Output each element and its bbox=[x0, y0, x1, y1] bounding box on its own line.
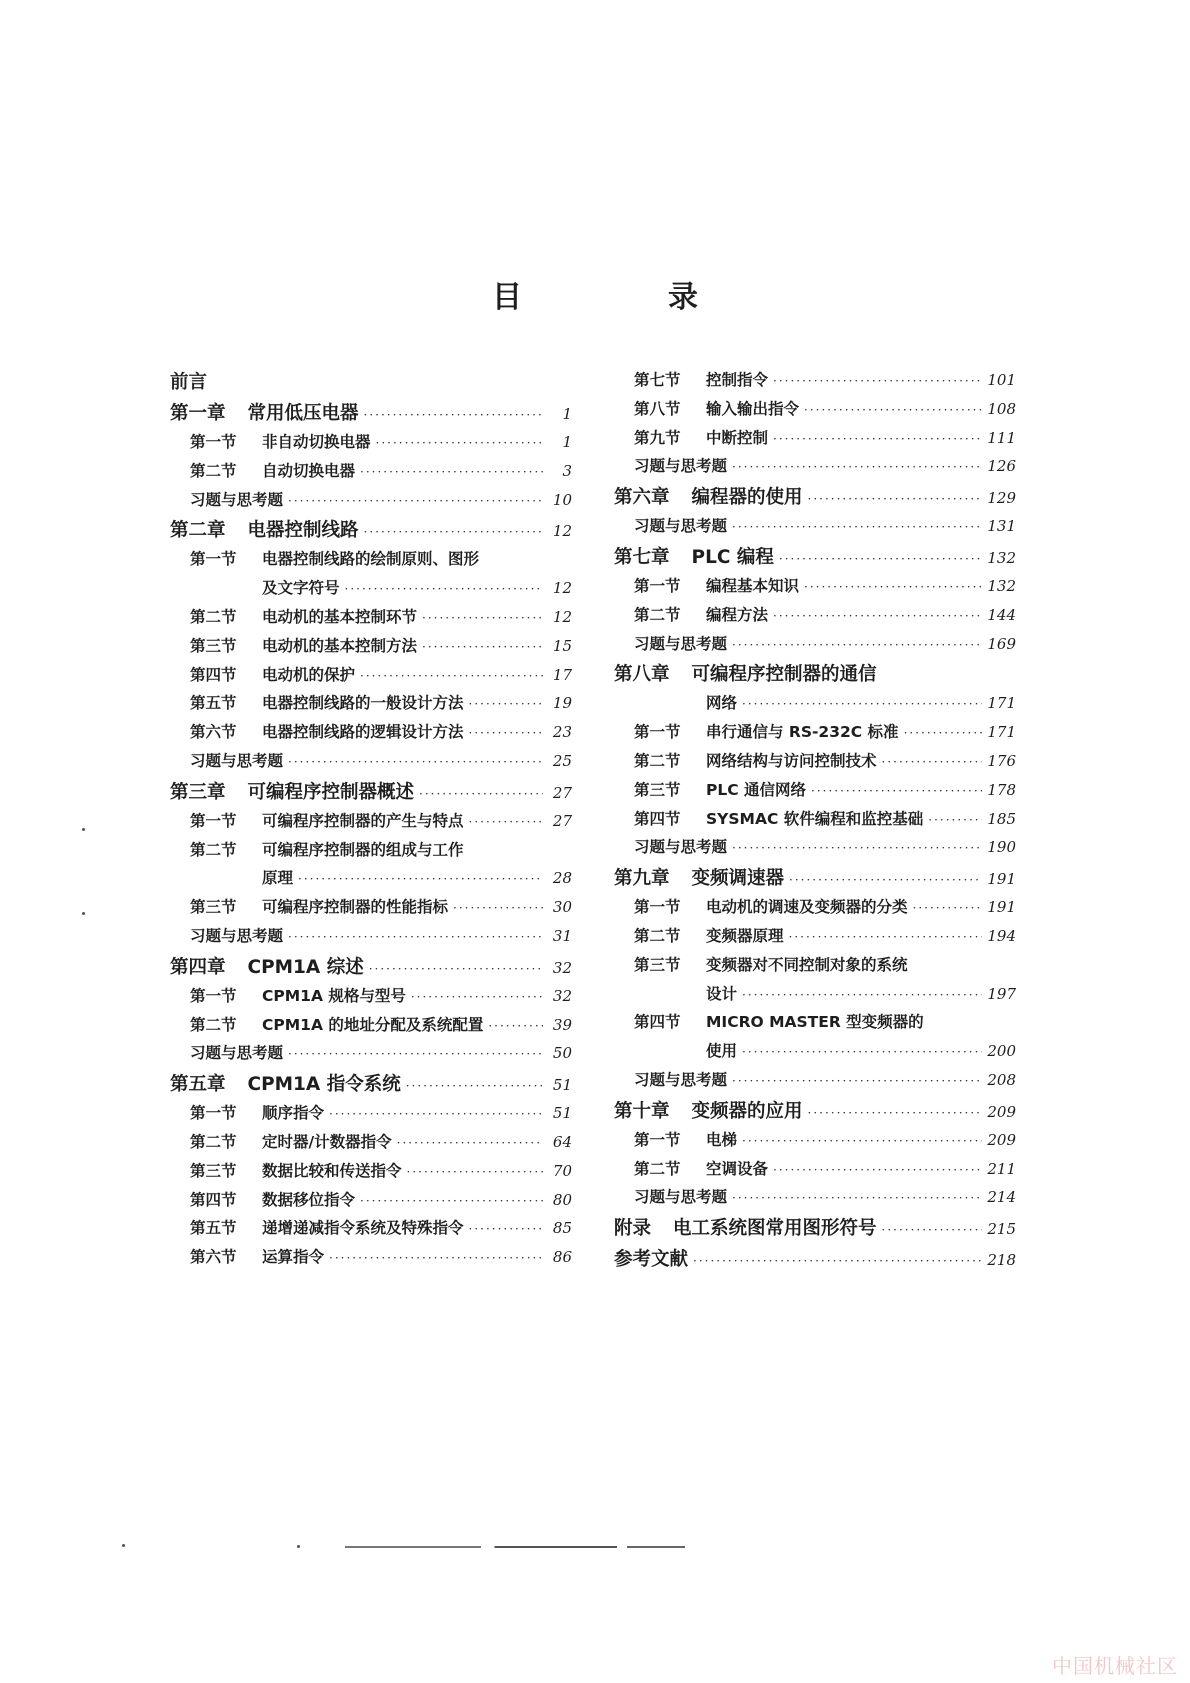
toc-entry-number: 第四章 bbox=[170, 956, 226, 978]
toc-entry-title: 电工系统图常用图形符号 bbox=[673, 1218, 877, 1240]
dot-leader bbox=[364, 525, 543, 539]
toc-entry-title: 可编程序控制器的通信 bbox=[691, 664, 877, 686]
watermark: 中国机械社区 bbox=[1052, 1654, 1178, 1678]
toc-entry-cont[interactable] bbox=[170, 576, 572, 605]
toc-entry-section[interactable] bbox=[170, 1245, 572, 1274]
toc-entry-title: 习题与思考题 bbox=[634, 1070, 728, 1089]
toc-entry-number: 第二节 bbox=[634, 605, 681, 624]
dot-leader bbox=[422, 611, 543, 625]
toc-entry-chapter[interactable] bbox=[170, 778, 572, 809]
toc-entry-title: 编程基本知识 bbox=[706, 576, 800, 595]
toc-entry-exercise[interactable] bbox=[614, 1185, 1016, 1214]
toc-entry-title: CPM1A 综述 bbox=[247, 956, 364, 978]
dot-leader bbox=[360, 669, 543, 683]
toc-page-number: 178 bbox=[987, 780, 1016, 799]
toc-entry-title: CPM1A 的地址分配及系统配置 bbox=[262, 1015, 484, 1034]
toc-entry-title: 习题与思考题 bbox=[634, 1188, 728, 1207]
toc-page-number: 176 bbox=[987, 751, 1016, 770]
toc-entry-number: 第二节 bbox=[190, 461, 237, 480]
toc-entry-title: 网络 bbox=[706, 694, 738, 713]
toc-page-number: 197 bbox=[987, 984, 1016, 1003]
dot-leader bbox=[773, 1163, 982, 1177]
toc-entry-title: 习题与思考题 bbox=[190, 751, 284, 770]
toc-page-number: 39 bbox=[552, 1015, 572, 1034]
toc-entry-section[interactable] bbox=[614, 953, 1016, 982]
toc-page-number: 1 bbox=[562, 405, 572, 423]
toc-entry-section[interactable] bbox=[614, 778, 1016, 807]
toc-page-number: 200 bbox=[987, 1042, 1016, 1061]
dot-leader bbox=[773, 432, 982, 446]
toc-entry-number: 第六节 bbox=[190, 723, 237, 742]
toc-page-number: 191 bbox=[987, 898, 1016, 917]
toc-entry-number: 第七章 bbox=[614, 546, 670, 568]
dot-leader bbox=[808, 1106, 983, 1120]
toc-entry-number: 第三章 bbox=[170, 781, 226, 803]
toc-entry-title: 习题与思考题 bbox=[634, 838, 728, 857]
toc-entry-number: 第六章 bbox=[614, 487, 670, 509]
dot-leader bbox=[693, 1254, 982, 1268]
dot-leader bbox=[732, 841, 982, 855]
toc-page-number: 51 bbox=[552, 1076, 572, 1095]
toc-entry-chapter[interactable] bbox=[614, 1097, 1016, 1128]
toc-entry-misc[interactable] bbox=[614, 1214, 1016, 1245]
dot-leader bbox=[469, 1222, 543, 1236]
toc-page-number: 51 bbox=[552, 1104, 572, 1123]
toc-entry-number: 第二节 bbox=[634, 926, 681, 945]
dot-leader bbox=[742, 697, 982, 711]
toc-entry-title: 电动机的调速及变频器的分类 bbox=[706, 898, 908, 917]
toc-entry-section[interactable] bbox=[170, 1159, 572, 1188]
toc-entry-number: 第二章 bbox=[170, 520, 226, 542]
toc-page-number: 211 bbox=[987, 1159, 1016, 1178]
toc-entry-misc[interactable] bbox=[170, 368, 572, 399]
dot-leader bbox=[422, 640, 543, 654]
toc-entry-title: 可编程序控制器的组成与工作 bbox=[262, 840, 464, 859]
toc-entry-title: 编程方法 bbox=[706, 605, 769, 624]
toc-page-number: 17 bbox=[552, 665, 572, 684]
dot-leader bbox=[732, 1191, 982, 1205]
toc-entry-exercise[interactable] bbox=[614, 454, 1016, 483]
dot-leader bbox=[406, 1079, 543, 1093]
toc-entry-title: 常用低压电器 bbox=[247, 403, 359, 424]
toc-entry-title: 变频器的应用 bbox=[691, 1100, 803, 1122]
toc-page-number: 208 bbox=[987, 1070, 1016, 1089]
toc-entry-title: 前言 bbox=[170, 372, 208, 393]
toc-entry-number: 第一节 bbox=[634, 723, 681, 742]
toc-page-number: 64 bbox=[552, 1132, 572, 1151]
toc-entry-section[interactable] bbox=[170, 430, 572, 459]
toc-entry-number: 第一章 bbox=[170, 403, 226, 424]
toc-page-number: 214 bbox=[987, 1188, 1016, 1207]
toc-entry-title: 输入输出指令 bbox=[706, 399, 800, 418]
toc-page-number: 23 bbox=[552, 723, 572, 742]
toc-entry-section[interactable] bbox=[170, 547, 572, 576]
toc-page-number: 169 bbox=[987, 634, 1016, 653]
toc-entry-number: 第三节 bbox=[190, 1161, 237, 1180]
toc-entry-title: 串行通信与 RS-232C 标准 bbox=[706, 723, 899, 742]
toc-entry-exercise[interactable] bbox=[614, 632, 1016, 661]
toc-left-column bbox=[170, 368, 572, 1274]
toc-entry-title: CPM1A 规格与型号 bbox=[262, 986, 406, 1005]
toc-page-number: 10 bbox=[552, 490, 572, 509]
toc-entry-number: 第二节 bbox=[634, 1159, 681, 1178]
toc-entry-title: 中断控制 bbox=[706, 428, 769, 447]
toc-entry-section[interactable] bbox=[170, 605, 572, 634]
toc-entry-title: PLC 编程 bbox=[691, 546, 774, 568]
toc-page-number: 12 bbox=[552, 522, 572, 541]
dot-leader bbox=[804, 580, 982, 594]
toc-page-number: 1 bbox=[562, 433, 572, 451]
toc-entry-number: 附录 bbox=[614, 1218, 652, 1240]
toc-entry-number: 第二节 bbox=[190, 1132, 237, 1151]
toc-page-number: 27 bbox=[552, 811, 572, 830]
toc-entry-section[interactable] bbox=[170, 984, 572, 1013]
toc-entry-number: 第六节 bbox=[190, 1248, 237, 1267]
toc-entry-title: 习题与思考题 bbox=[190, 490, 284, 509]
dot-leader bbox=[742, 1134, 982, 1148]
toc-entry-exercise[interactable] bbox=[170, 924, 572, 953]
toc-entry-title: 网络结构与访问控制技术 bbox=[706, 751, 877, 770]
scan-line-artifact bbox=[345, 1546, 685, 1548]
toc-entry-misc[interactable] bbox=[614, 1245, 1016, 1276]
dot-leader bbox=[397, 1136, 543, 1150]
toc-page-number: 191 bbox=[987, 870, 1016, 889]
toc-entry-number: 第一节 bbox=[190, 986, 237, 1005]
toc-entry-number: 第三节 bbox=[190, 898, 237, 917]
toc-entry-cont[interactable] bbox=[614, 982, 1016, 1011]
toc-entry-section[interactable] bbox=[170, 459, 572, 488]
dot-leader bbox=[469, 815, 543, 829]
dot-leader bbox=[913, 901, 983, 915]
toc-entry-number: 第三节 bbox=[634, 780, 681, 799]
toc-entry-number: 第四节 bbox=[190, 1190, 237, 1209]
toc-entry-number: 第三节 bbox=[634, 955, 681, 974]
toc-entry-title: CPM1A 指令系统 bbox=[247, 1074, 401, 1096]
toc-entry-title: 原理 bbox=[262, 869, 294, 888]
toc-entry-title: PLC 通信网络 bbox=[706, 780, 807, 799]
scan-speck bbox=[82, 912, 85, 915]
dot-leader bbox=[732, 1074, 982, 1088]
toc-entry-exercise[interactable] bbox=[614, 835, 1016, 864]
dot-leader bbox=[904, 726, 983, 740]
toc-entry-number: 第二节 bbox=[190, 1015, 237, 1034]
toc-entry-section[interactable] bbox=[614, 895, 1016, 924]
toc-entry-title: SYSMAC 软件编程和监控基础 bbox=[706, 809, 924, 828]
dot-leader bbox=[804, 403, 982, 417]
toc-entry-number: 第一节 bbox=[634, 576, 681, 595]
toc-entry-number: 第一节 bbox=[190, 550, 237, 569]
toc-page-number: 30 bbox=[552, 898, 572, 917]
toc-page-number: 129 bbox=[987, 489, 1016, 508]
toc-page-number: 144 bbox=[987, 605, 1016, 624]
toc-entry-section[interactable] bbox=[170, 663, 572, 692]
toc-entry-number: 第四节 bbox=[634, 1013, 681, 1032]
toc-entry-section[interactable] bbox=[614, 574, 1016, 603]
dot-leader bbox=[369, 962, 543, 976]
toc-page-number: 32 bbox=[552, 958, 572, 977]
scan-speck bbox=[122, 1544, 125, 1547]
toc-page-number: 25 bbox=[552, 751, 572, 770]
dot-leader bbox=[789, 930, 983, 944]
dot-leader bbox=[732, 638, 982, 652]
toc-page-number: 80 bbox=[552, 1190, 572, 1209]
dot-leader bbox=[789, 873, 982, 887]
toc-entry-title: 电动机的基本控制环节 bbox=[262, 607, 418, 626]
toc-entry-section[interactable] bbox=[614, 368, 1016, 397]
toc-entry-number: 第九章 bbox=[614, 868, 670, 890]
toc-entry-chapter[interactable] bbox=[614, 483, 1016, 514]
toc-entry-title: 习题与思考题 bbox=[634, 457, 728, 476]
dot-leader bbox=[345, 582, 543, 596]
toc-page-number: 132 bbox=[987, 576, 1016, 595]
toc-entry-title: 使用 bbox=[706, 1042, 738, 1061]
toc-entry-title: 控制指令 bbox=[706, 371, 769, 389]
toc-entry-section[interactable] bbox=[614, 720, 1016, 749]
page-title: 目 录 bbox=[492, 280, 756, 315]
toc-entry-title: 习题与思考题 bbox=[634, 634, 728, 653]
toc-entry-section[interactable] bbox=[614, 749, 1016, 778]
toc-entry-cont[interactable] bbox=[614, 1039, 1016, 1068]
toc-entry-section[interactable] bbox=[170, 1013, 572, 1042]
toc-entry-number: 第五节 bbox=[190, 1219, 237, 1238]
dot-leader bbox=[742, 988, 982, 1002]
toc-entry-number: 第四节 bbox=[190, 665, 237, 684]
toc-entry-section[interactable] bbox=[614, 603, 1016, 632]
toc-page-number: 50 bbox=[552, 1044, 572, 1063]
toc-page-number: 15 bbox=[552, 636, 572, 655]
toc-entry-chapter[interactable] bbox=[170, 516, 572, 547]
toc-entry-title: 电动机的基本控制方法 bbox=[262, 636, 418, 655]
toc-right-column bbox=[614, 368, 1016, 1276]
toc-entry-section[interactable] bbox=[170, 895, 572, 924]
toc-entry-section[interactable] bbox=[614, 1010, 1016, 1039]
toc-entry-section[interactable] bbox=[614, 1128, 1016, 1157]
toc-page-number: 126 bbox=[987, 457, 1016, 476]
toc-entry-title: 电器控制线路的逻辑设计方法 bbox=[262, 723, 464, 742]
toc-entry-title: 可编程序控制器的性能指标 bbox=[262, 898, 449, 917]
toc-entry-section[interactable] bbox=[170, 838, 572, 867]
toc-page-number: 12 bbox=[552, 607, 572, 626]
scan-speck bbox=[82, 828, 85, 831]
toc-entry-number: 第十章 bbox=[614, 1100, 670, 1122]
toc-entry-section[interactable] bbox=[170, 720, 572, 749]
toc-entry-title: 及文字符号 bbox=[262, 579, 340, 598]
toc-entry-chapter[interactable] bbox=[170, 953, 572, 984]
toc-entry-chapter[interactable] bbox=[170, 1070, 572, 1101]
toc-entry-title: 电器控制线路的绘制原则、图形 bbox=[262, 550, 480, 569]
toc-page-number: 194 bbox=[987, 926, 1016, 945]
toc-entry-chapter[interactable] bbox=[614, 864, 1016, 895]
toc-entry-number: 第一节 bbox=[634, 1130, 681, 1149]
dot-leader bbox=[329, 1107, 543, 1121]
dot-leader bbox=[488, 1019, 543, 1033]
toc-page-number: 28 bbox=[552, 869, 572, 888]
dot-leader bbox=[882, 1223, 983, 1237]
toc-page-number: 32 bbox=[552, 986, 572, 1005]
toc-page-number: 70 bbox=[552, 1161, 572, 1180]
toc-page-number: 86 bbox=[552, 1248, 572, 1267]
toc-entry-number: 第七节 bbox=[634, 371, 681, 389]
toc-entry-title: 顺序指令 bbox=[262, 1104, 325, 1123]
dot-leader bbox=[288, 1047, 543, 1061]
toc-entry-number: 第四节 bbox=[634, 809, 681, 828]
toc-entry-title: 运算指令 bbox=[262, 1248, 325, 1267]
toc-page-number: 215 bbox=[987, 1220, 1016, 1239]
toc-entry-title: 设计 bbox=[706, 984, 738, 1003]
toc-entry-chapter[interactable] bbox=[170, 399, 572, 430]
dot-leader bbox=[329, 1251, 543, 1265]
toc-entry-exercise[interactable] bbox=[170, 749, 572, 778]
dot-leader bbox=[469, 726, 543, 740]
toc-entry-cont[interactable] bbox=[614, 691, 1016, 720]
dot-leader bbox=[811, 784, 982, 798]
dot-leader bbox=[407, 1165, 543, 1179]
toc-entry-title: 递增递减指令系统及特殊指令 bbox=[262, 1219, 464, 1238]
toc-entry-section[interactable] bbox=[614, 426, 1016, 455]
toc-page-number: 190 bbox=[987, 838, 1016, 857]
dot-leader bbox=[808, 492, 983, 506]
toc-entry-exercise[interactable] bbox=[170, 1041, 572, 1070]
toc-entry-title: 定时器/计数器指令 bbox=[262, 1132, 392, 1151]
toc-page-number: 85 bbox=[552, 1219, 572, 1238]
toc-page-number: 19 bbox=[552, 694, 572, 713]
toc-page-number: 171 bbox=[987, 723, 1016, 742]
toc-entry-exercise[interactable] bbox=[170, 488, 572, 517]
toc-entry-title: 数据比较和传送指令 bbox=[262, 1161, 402, 1180]
dot-leader bbox=[779, 552, 982, 566]
scan-speck bbox=[297, 1545, 300, 1548]
toc-entry-section[interactable] bbox=[614, 397, 1016, 426]
toc-entry-number: 第一节 bbox=[190, 433, 237, 451]
dot-leader bbox=[360, 1194, 543, 1208]
dot-leader bbox=[882, 755, 983, 769]
toc-entry-title: 电动机的保护 bbox=[262, 665, 356, 684]
toc-entry-title: 数据移位指令 bbox=[262, 1190, 356, 1209]
toc-entry-title: 编程器的使用 bbox=[691, 487, 803, 509]
toc-entry-chapter[interactable] bbox=[614, 543, 1016, 574]
dot-leader bbox=[453, 901, 543, 915]
dot-leader bbox=[742, 1045, 982, 1059]
toc-page-number: 111 bbox=[987, 428, 1016, 447]
toc-entry-section[interactable] bbox=[170, 1101, 572, 1130]
dot-leader bbox=[360, 465, 543, 479]
toc-entry-chapter[interactable] bbox=[614, 660, 1016, 691]
toc-entry-title: 电器控制线路的一般设计方法 bbox=[262, 694, 464, 713]
dot-leader bbox=[288, 494, 543, 508]
toc-entry-section[interactable] bbox=[170, 1188, 572, 1217]
toc-entry-number: 第五章 bbox=[170, 1074, 226, 1096]
toc-entry-title: 非自动切换电器 bbox=[262, 433, 371, 451]
dot-leader bbox=[469, 697, 543, 711]
toc-entry-title: 可编程序控制器概述 bbox=[247, 781, 415, 803]
toc-entry-title: 习题与思考题 bbox=[634, 517, 728, 536]
toc-page-number: 12 bbox=[552, 579, 572, 598]
toc-entry-number: 第一节 bbox=[190, 811, 237, 830]
toc-entry-title: 电梯 bbox=[706, 1130, 738, 1149]
dot-leader bbox=[411, 990, 543, 1004]
dot-leader bbox=[732, 460, 982, 474]
toc-entry-title: 习题与思考题 bbox=[190, 1044, 284, 1063]
toc-entry-cont[interactable] bbox=[170, 866, 572, 895]
toc-entry-number: 第一节 bbox=[634, 898, 681, 917]
toc-entry-section[interactable] bbox=[170, 809, 572, 838]
toc-entry-exercise[interactable] bbox=[614, 1068, 1016, 1097]
toc-page-number: 209 bbox=[987, 1130, 1016, 1149]
toc-page-number: 101 bbox=[987, 371, 1016, 389]
dot-leader bbox=[419, 787, 543, 801]
toc-entry-number: 第八章 bbox=[614, 664, 670, 686]
toc-page-number: 3 bbox=[562, 461, 572, 480]
toc-page-number: 132 bbox=[987, 548, 1016, 567]
dot-leader bbox=[928, 813, 982, 827]
toc-entry-title: 电器控制线路 bbox=[247, 520, 359, 542]
toc-entry-title: MICRO MASTER 型变频器的 bbox=[706, 1013, 924, 1032]
toc-entry-number: 第八节 bbox=[634, 399, 681, 418]
toc-entry-section[interactable] bbox=[614, 1157, 1016, 1186]
toc-entry-number: 第九节 bbox=[634, 428, 681, 447]
toc-entry-title: 空调设备 bbox=[706, 1159, 769, 1178]
toc-entry-title: 变频器对不同控制对象的系统 bbox=[706, 955, 908, 974]
toc-entry-number: 第二节 bbox=[634, 751, 681, 770]
toc-entry-section[interactable] bbox=[614, 924, 1016, 953]
dot-leader bbox=[288, 930, 543, 944]
toc-entry-section[interactable] bbox=[170, 1130, 572, 1159]
toc-entry-number: 第五节 bbox=[190, 694, 237, 713]
toc-entry-exercise[interactable] bbox=[614, 514, 1016, 543]
toc-page-number: 171 bbox=[987, 694, 1016, 713]
toc-entry-title: 可编程序控制器的产生与特点 bbox=[262, 811, 464, 830]
toc-entry-title: 习题与思考题 bbox=[190, 926, 284, 945]
toc-entry-title: 参考文献 bbox=[614, 1249, 689, 1271]
toc-entry-title: 变频调速器 bbox=[691, 868, 785, 890]
toc-entry-title: 变频器原理 bbox=[706, 926, 784, 945]
toc-entry-section[interactable] bbox=[170, 1216, 572, 1245]
dot-leader bbox=[288, 755, 543, 769]
dot-leader bbox=[773, 374, 982, 388]
toc-entry-section[interactable] bbox=[170, 634, 572, 663]
toc-page-number: 185 bbox=[987, 809, 1016, 828]
toc-entry-section[interactable] bbox=[170, 691, 572, 720]
toc-entry-section[interactable] bbox=[614, 807, 1016, 836]
dot-leader bbox=[364, 408, 543, 422]
dot-leader bbox=[298, 872, 543, 886]
dot-leader bbox=[732, 520, 982, 534]
dot-leader bbox=[773, 609, 982, 623]
toc-entry-number: 第二节 bbox=[190, 607, 237, 626]
toc-entry-title: 自动切换电器 bbox=[262, 461, 356, 480]
dot-leader bbox=[376, 436, 543, 450]
toc-entry-number: 第三节 bbox=[190, 636, 237, 655]
toc-page-number: 131 bbox=[987, 517, 1016, 536]
toc-page-number: 218 bbox=[987, 1251, 1016, 1270]
toc-entry-number: 第一节 bbox=[190, 1104, 237, 1123]
toc-page-number: 31 bbox=[552, 926, 572, 945]
toc-page-number: 209 bbox=[987, 1102, 1016, 1121]
toc-page-number: 27 bbox=[552, 783, 572, 802]
toc-page-number: 108 bbox=[987, 399, 1016, 418]
toc-entry-number: 第二节 bbox=[190, 840, 237, 859]
